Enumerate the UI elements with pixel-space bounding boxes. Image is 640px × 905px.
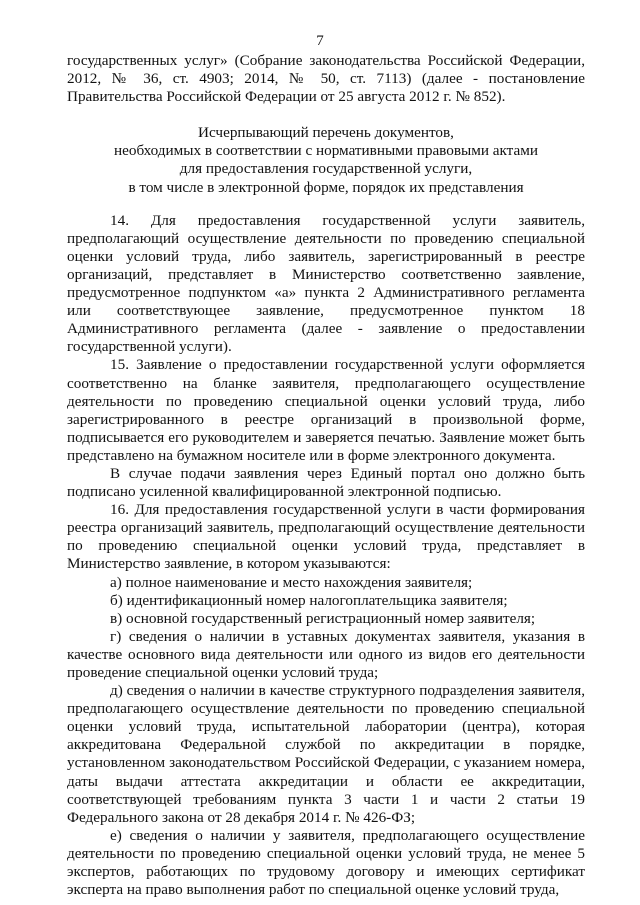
page-number: 7 xyxy=(316,33,324,49)
list-item-g: г) сведения о наличии в уставных документах заявителя, указания в качестве основного вида деятельности или одного из видов его деятельности проведение специальной оценки условий труда; xyxy=(67,627,585,681)
heading-line: Исчерпывающий перечень документов, xyxy=(198,124,454,142)
list-item-a: а) полное наименование и место нахождения заявителя; xyxy=(110,573,473,591)
intro-paragraph: государственных услуг» (Собрание законодательства Российской Федерации, 2012, № 36, ст. 4903; 2014, № 50, ст. 7113) (далее - постановление Правительства Российской Федерации от 25 августа 2012 г. № 852). xyxy=(67,52,585,106)
list-item-v: в) основной государственный регистрационный номер заявителя; xyxy=(110,609,536,627)
heading-line: для предоставления государственной услуги, xyxy=(179,160,473,178)
heading-line: необходимых в соответствии с нормативными правовыми актами xyxy=(114,142,538,160)
document-body xyxy=(67,52,585,899)
paragraph-epgu-signature: В случае подачи заявления через Единый портал оно должно быть подписано усиленной квалифицированной электронной подписью. xyxy=(67,464,585,501)
section-heading xyxy=(67,124,585,196)
list-item-b: б) идентификационный номер налогоплательщика заявителя; xyxy=(110,591,508,609)
list-item-e: е) сведения о наличии у заявителя, предполагающего осуществление деятельности по проведению специальной оценки условий труда, не менее 5 экспертов, работающих по трудовому договору и имеющих сертификат эксперта на право выполнения работ по специальной оценке условий труда, xyxy=(67,826,585,899)
heading-line: в том числе в электронной форме, порядок их представления xyxy=(128,178,524,196)
paragraph-16: 16. Для предоставления государственной услуги в части формирования реестра организаций заявитель, предполагающий осуществление деятельности по проведению специальной оценки условий труда, представляет в Министерство заявление, в котором указываются: xyxy=(67,501,585,573)
paragraph-15: 15. Заявление о предоставлении государственной услуги оформляется соответственно на бланке заявителя, предполагающего осуществление деятельности по проведению специальной оценки условий труда, либо зарегистрированного в реестре организаций в произвольной форме, подписывается его руководителем и заверяется печатью. Заявление может быть представлено на бумажном носителе или в форме электронного документа. xyxy=(67,356,585,464)
list-item-d: д) сведения о наличии в качестве структурного подразделения заявителя, предполагающего осуществление деятельности по проведению специальной оценки условий труда, испытательной лаборатории (центра), которая аккредитована Федеральной службой по аккредитации в порядке, установленном законодательством Российской Федерации, с указанием номера, даты выдачи аттестата аккредитации и области ее аккредитации, соответствующей требованиям пункта 3 части 1 и части 2 статьи 19 Федерального закона от 28 декабря 2014 г. № 426-ФЗ; xyxy=(67,682,585,826)
paragraph-14: 14. Для предоставления государственной услуги заявитель, предполагающий осуществление деятельности по проведению специальной оценки условий труда, либо заявитель, зарегистрированный в реестре организаций, представляет в Министерство соответственно заявление, предусмотренное подпунктом «а» пункта 2 Административного регламента или соответствующее заявление, предусмотренное пунктом 18 Административного регламента (далее - заявление о предоставлении государственной услуги). xyxy=(67,211,585,356)
